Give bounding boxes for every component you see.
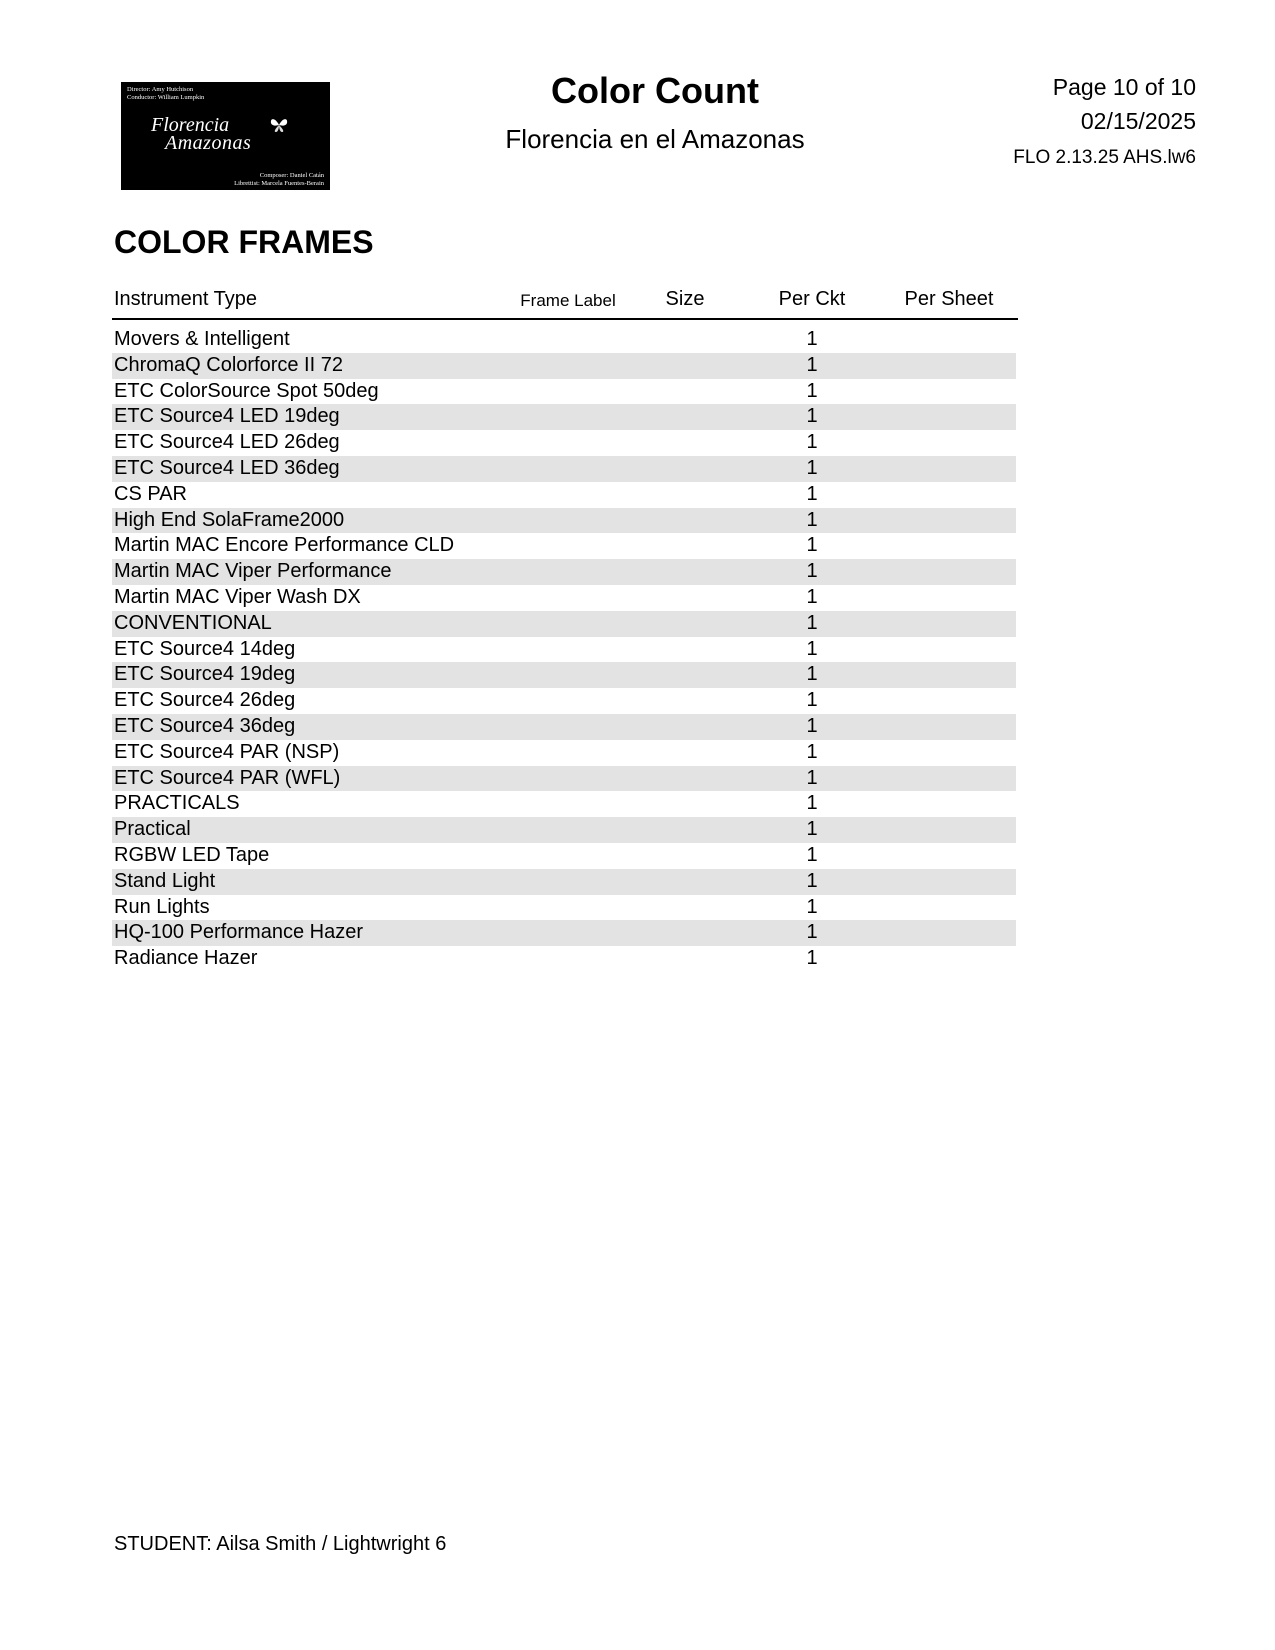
instrument-type-cell: ETC Source4 19deg bbox=[114, 663, 296, 686]
file-name: FLO 2.13.25 AHS.lw6 bbox=[1013, 147, 1196, 168]
per-ckt-cell: 1 bbox=[806, 585, 818, 608]
logo-wordmark-line2: Amazonas bbox=[165, 132, 252, 154]
instrument-type-cell: ETC Source4 PAR (NSP) bbox=[114, 740, 340, 763]
table-row bbox=[112, 766, 1016, 792]
logo-librettist: Librettist: Marcela Fuentes-Berain bbox=[234, 179, 324, 187]
instrument-type-cell: Martin MAC Viper Wash DX bbox=[114, 585, 361, 608]
per-ckt-cell: 1 bbox=[806, 740, 818, 763]
instrument-type-cell: Martin MAC Viper Performance bbox=[114, 560, 392, 583]
instrument-type-cell: PRACTICALS bbox=[114, 792, 240, 815]
per-ckt-cell: 1 bbox=[806, 353, 818, 376]
per-ckt-cell: 1 bbox=[806, 405, 818, 428]
instrument-type-cell: ETC Source4 LED 26deg bbox=[114, 431, 340, 454]
table-row bbox=[112, 662, 1016, 688]
per-ckt-cell: 1 bbox=[806, 534, 818, 557]
instrument-type-cell: ETC Source4 LED 19deg bbox=[114, 405, 340, 428]
per-ckt-cell: 1 bbox=[806, 611, 818, 634]
per-ckt-cell: 1 bbox=[806, 663, 818, 686]
table-row bbox=[112, 869, 1016, 895]
logo-wordmark-line1: Florencia bbox=[151, 114, 230, 136]
instrument-type-cell: ETC Source4 36deg bbox=[114, 714, 296, 737]
instrument-type-cell: ETC ColorSource Spot 50deg bbox=[114, 379, 379, 402]
table-row bbox=[112, 791, 1016, 817]
instrument-type-cell: High End SolaFrame2000 bbox=[114, 508, 345, 531]
table-row bbox=[112, 585, 1016, 611]
footer-credit: STUDENT: Ailsa Smith / Lightwright 6 bbox=[114, 1533, 447, 1555]
column-header-size: Size bbox=[665, 288, 705, 310]
instrument-type-cell: Practical bbox=[114, 818, 191, 841]
per-ckt-cell: 1 bbox=[806, 482, 818, 505]
table-row bbox=[112, 611, 1016, 637]
per-ckt-cell: 1 bbox=[806, 689, 818, 712]
butterfly-icon bbox=[269, 116, 289, 134]
column-header-per-ckt: Per Ckt bbox=[778, 288, 846, 310]
per-ckt-cell: 1 bbox=[806, 456, 818, 479]
per-ckt-cell: 1 bbox=[806, 947, 818, 970]
instrument-type-cell: HQ-100 Performance Hazer bbox=[114, 921, 363, 944]
table-row bbox=[112, 379, 1016, 405]
per-ckt-cell: 1 bbox=[806, 895, 818, 918]
table-row bbox=[112, 817, 1016, 843]
instrument-type-cell: ETC Source4 14deg bbox=[114, 637, 296, 660]
section-heading: COLOR FRAMES bbox=[114, 224, 374, 260]
per-ckt-cell: 1 bbox=[806, 766, 818, 789]
logo-credits-bottom bbox=[234, 172, 324, 187]
instrument-type-cell: Run Lights bbox=[114, 895, 210, 918]
instrument-type-cell: ETC Source4 26deg bbox=[114, 689, 296, 712]
table-row bbox=[112, 353, 1016, 379]
table-row bbox=[112, 843, 1016, 869]
report-title: Color Count bbox=[551, 70, 759, 111]
logo-credits-top bbox=[127, 86, 204, 101]
instrument-type-cell: ETC Source4 PAR (WFL) bbox=[114, 766, 341, 789]
column-header-instrument-type: Instrument Type bbox=[114, 288, 258, 310]
column-header-per-sheet: Per Sheet bbox=[904, 288, 994, 310]
logo-director: Director: Amy Hutchison bbox=[127, 86, 194, 93]
show-logo bbox=[121, 82, 330, 190]
table-row bbox=[112, 688, 1016, 714]
table-row bbox=[112, 404, 1016, 430]
table-row bbox=[112, 559, 1016, 585]
table-row bbox=[112, 508, 1016, 534]
table-row bbox=[112, 533, 1016, 559]
instrument-type-cell: ChromaQ Colorforce II 72 bbox=[114, 353, 343, 376]
per-ckt-cell: 1 bbox=[806, 792, 818, 815]
per-ckt-cell: 1 bbox=[806, 869, 818, 892]
table-header bbox=[112, 288, 1018, 320]
table-row bbox=[112, 714, 1016, 740]
per-ckt-cell: 1 bbox=[806, 637, 818, 660]
table-row bbox=[112, 327, 1016, 353]
instrument-type-cell: ETC Source4 LED 36deg bbox=[114, 456, 340, 479]
per-ckt-cell: 1 bbox=[806, 921, 818, 944]
report-date: 02/15/2025 bbox=[1080, 108, 1196, 134]
table-row bbox=[112, 430, 1016, 456]
color-frames-table bbox=[112, 327, 1016, 972]
column-header-frame-label: Frame Label bbox=[520, 291, 616, 310]
table-row bbox=[112, 482, 1016, 508]
per-ckt-cell: 1 bbox=[806, 379, 818, 402]
instrument-type-cell: Stand Light bbox=[114, 869, 216, 892]
instrument-type-cell: CS PAR bbox=[114, 482, 187, 505]
instrument-type-cell: CONVENTIONAL bbox=[114, 611, 272, 634]
logo-wordmark bbox=[151, 116, 251, 152]
instrument-type-cell: RGBW LED Tape bbox=[114, 843, 270, 866]
per-ckt-cell: 1 bbox=[806, 714, 818, 737]
page-number: Page 10 of 10 bbox=[1052, 74, 1196, 100]
logo-composer: Composer: Daniel Catán bbox=[259, 172, 324, 179]
table-row bbox=[112, 456, 1016, 482]
per-ckt-cell: 1 bbox=[806, 508, 818, 531]
table-row bbox=[112, 920, 1016, 946]
logo-conductor: Conductor: William Lumpkin bbox=[127, 93, 205, 101]
per-ckt-cell: 1 bbox=[806, 431, 818, 454]
table-row bbox=[112, 637, 1016, 663]
table-row bbox=[112, 946, 1016, 972]
instrument-type-cell: Movers & Intelligent bbox=[114, 328, 290, 350]
per-ckt-cell: 1 bbox=[806, 818, 818, 841]
instrument-type-cell: Radiance Hazer bbox=[114, 947, 258, 970]
table-row bbox=[112, 740, 1016, 766]
per-ckt-cell: 1 bbox=[806, 560, 818, 583]
per-ckt-cell: 1 bbox=[806, 843, 818, 866]
per-ckt-cell: 1 bbox=[806, 328, 818, 350]
report-subtitle: Florencia en el Amazonas bbox=[505, 124, 805, 154]
table-row bbox=[112, 895, 1016, 921]
instrument-type-cell: Martin MAC Encore Performance CLD bbox=[114, 534, 455, 557]
